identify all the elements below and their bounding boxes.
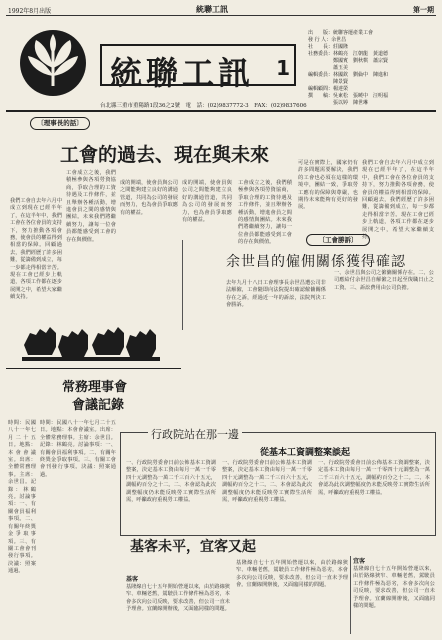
info-line: 陳景賢 [308, 79, 349, 85]
section-rule [6, 368, 181, 369]
column-divider [182, 240, 183, 330]
wage-col-2: 一、行政院勞委會日前公佈基本工資調整案，決定基本工資由每月一萬一千零四十元調整為一萬二千三百六十五元，調幅約百分之十二。二、本會認為此次調整幅度仍未能反映勞工實際生活所需，呼籲政府重視勞工權益。 [222, 460, 312, 504]
base-label-left: 基客 [126, 576, 139, 583]
base-col-2: 基隆線自七十五年開始營運以來，由於路線狹窄、車輛老舊，駕駛員工作條件極為惡劣，本會多次向公司反映，要求改善，但公司一直未予理會。宜蘭線開辦後，又面臨同樣的問題。 [236, 560, 348, 589]
info-line: 鄭國賓 劉秋棋 蕭宗賢 [308, 58, 389, 64]
info-line: 蕭玉美 [308, 65, 349, 71]
editorial-label: 〔理事長的話〕 [30, 117, 90, 130]
masthead-number: 1 [276, 56, 290, 80]
base-col-1: 基隆線自七十五年開始營運以來，由於路線狹窄、車輛老舊，駕駛員工作條件極為惡劣，本會多次向公司反映，要求改善，但公司一直未予理會。宜蘭線開辦後，又面臨同樣的問題。 [126, 584, 230, 613]
info-line: 社務委員：林鶴亮 江朝龍 黃道德 [308, 51, 389, 57]
editorial-col-4: 可是在實際上，國家仍有許多問題需要解決，我們的工會也必須在這樣的環境中，團結一致，爭取勞工應有的保障與尊嚴，也期待未來能夠有更好的發展。 [298, 160, 358, 211]
masthead-title [100, 44, 296, 92]
info-line: 編輯顧問：楊達榮 [308, 86, 349, 92]
editorial-col-3: 成的開端，使會員與公司之間能夠建立良好的溝通管道，共同為公司的發展而努力，也為會員爭取應有的權益。 [120, 180, 178, 216]
victory-col-1: 去年九月十八日工會理事長余世昌遭公司非法解僱，工會隨即向法院提出確認僱傭關係存在之訴，經過近一年的訴訟，法院判決工會勝訴。 [226, 280, 326, 309]
meeting-title-2: 會議記錄 [72, 398, 125, 413]
info-line: 編輯委員：林國欽 劉倫中 陳進和 [308, 72, 389, 78]
wage-col-1: 一、行政院勞委會日前公佈基本工資調整案，決定基本工資由每月一萬一千零四十元調整為一萬二千三百六十五元，調幅約百分之十二。二、本會認為此次調整幅度仍未能反映勞工實際生活所需，呼籲政府重視勞工權益。 [126, 460, 216, 504]
masthead-title-text: 統聯工訊 [110, 54, 255, 92]
editorial-headline: 工會的過去、現在與未來 [60, 144, 270, 166]
editorial-col-3c: 工會成立之後，我們積極參與各項勞資協商，爭取合理的工資待遇及工作條件，並且舉辦各種活動，增進會員之間的感情與團結。未來我們將繼續努力，讓每一位會員都能感受到工會的存在與價值。 [238, 180, 292, 246]
editorial-col-5: 我們工會自去年六月中成立到現在已經半年了，在這半年中，我們工會在各位會員的支持下，努力推動各項會務，使會員的權益得到相當的保障。回顧過去，我們經歷了許多困難，從籌備到成立，每一步都走得相當辛苦。現在工會已經步上軌道，各項工作都在逐步展開之中，希望大家繼續支持。 [362, 160, 434, 241]
wage-headline: 從基本工資調整案談起 [260, 448, 351, 458]
info-line: 社 長：莊國隆 [308, 44, 349, 50]
wage-box-title: 行政院站在那一邊 [148, 426, 242, 442]
issue-number: 第一期 [413, 5, 434, 14]
victory-label: 〔工會勝訴〕 [306, 234, 370, 246]
editorial-col-3b: 成的開端，使會員與公司之間能夠建立良好的溝通管道，共同為公司的發展而努力，也為會員爭取應有的權益。 [182, 180, 232, 224]
editorial-col-1: 我們工會自去年六月中成立到現在已經半年了，在這半年中，我們工會在各位會員的支持下，努力推動各項會務，使會員的權益得到相當的保障。回顧過去，我們經歷了許多困難，從籌備到成立，每一步都走得相當辛苦。現在工會已經步上軌道，各項工作都在逐步展開之中，希望大家繼續支持。 [10, 198, 62, 301]
masthead-rule [6, 110, 436, 112]
info-line: 發 行 人：余世昌 [308, 37, 347, 43]
base-headline: 基客未平，宜客又起 [130, 539, 256, 555]
column-divider [350, 556, 351, 634]
address-line: 台北縣三重市重陽路1段36之2號 電 話：(02)9837772-3 FAX：(02)9837606 [100, 103, 307, 109]
meeting-body: 時間：民國八十一年七月二十五日。地點：本會會議室。出席：全體常務理事。主席：余世昌。記錄：林鶴亮。討論事項：一、有關會員福利事項。二、有關年終獎金爭取事項。三、有關工會會刊發行事項。決議：照案通過。 [40, 420, 116, 478]
editorial-col-2: 工會成立之後，我們積極參與各項勞資協商，爭取合理的工資待遇及工作條件，並且舉辦各種活動，增進會員之間的感情與團結。未來我們將繼續努力，讓每一位會員都能感受到工會的存在與價值。 [66, 170, 116, 243]
masthead-info [308, 30, 438, 107]
running-title: 統聯工訊 [196, 4, 228, 14]
info-line: 出 版：統聯客運產業工會 [308, 30, 374, 36]
top-bar [6, 4, 436, 16]
info-line: 張以婷 陳世琳 [308, 100, 369, 106]
victory-headline: 余世昌的僱佣關係獲得確認 [226, 254, 406, 270]
meeting-body-left: 時間：民國八十一年七月二十五日。地點：本會會議室。出席：全體常務理事。主席：余世昌。記錄：林鶴亮。討論事項：一、有關會員福利事項。二、有關年終獎金爭取事項。三、有關工會會刊發行事項。決議：照案通過。 [8, 420, 36, 575]
base-col-3: 基隆線自七十五年開始營運以來，由於路線狹窄、車輛老舊，駕駛員工作條件極為惡劣，本會多次向公司反映，要求改善，但公司一直未予理會。宜蘭線開辦後，又面臨同樣的問題。 [353, 566, 435, 610]
meeting-title-1: 常務理事會 [62, 380, 128, 395]
info-line: 撰 稿：吳東松 張曉中 汪明福 [308, 93, 389, 99]
raised-fists-illustration-icon [22, 325, 160, 365]
publish-date: 1992年8月出版 [8, 8, 52, 15]
union-logo-icon [18, 28, 88, 98]
victory-col-2: 一、余世昌與公司之僱傭關係存在。二、公司應給付余世昌自解僱之日起至復職日止之工資。三、訴訟費用由公司負擔。 [334, 270, 434, 291]
base-label-right: 宜客 [353, 558, 366, 565]
wage-col-3: 一、行政院勞委會日前公佈基本工資調整案，決定基本工資由每月一萬一千零四十元調整為一萬二千三百六十五元，調幅約百分之十二。二、本會認為此次調整幅度仍未能反映勞工實際生活所需，呼籲政府重視勞工權益。 [318, 460, 430, 496]
